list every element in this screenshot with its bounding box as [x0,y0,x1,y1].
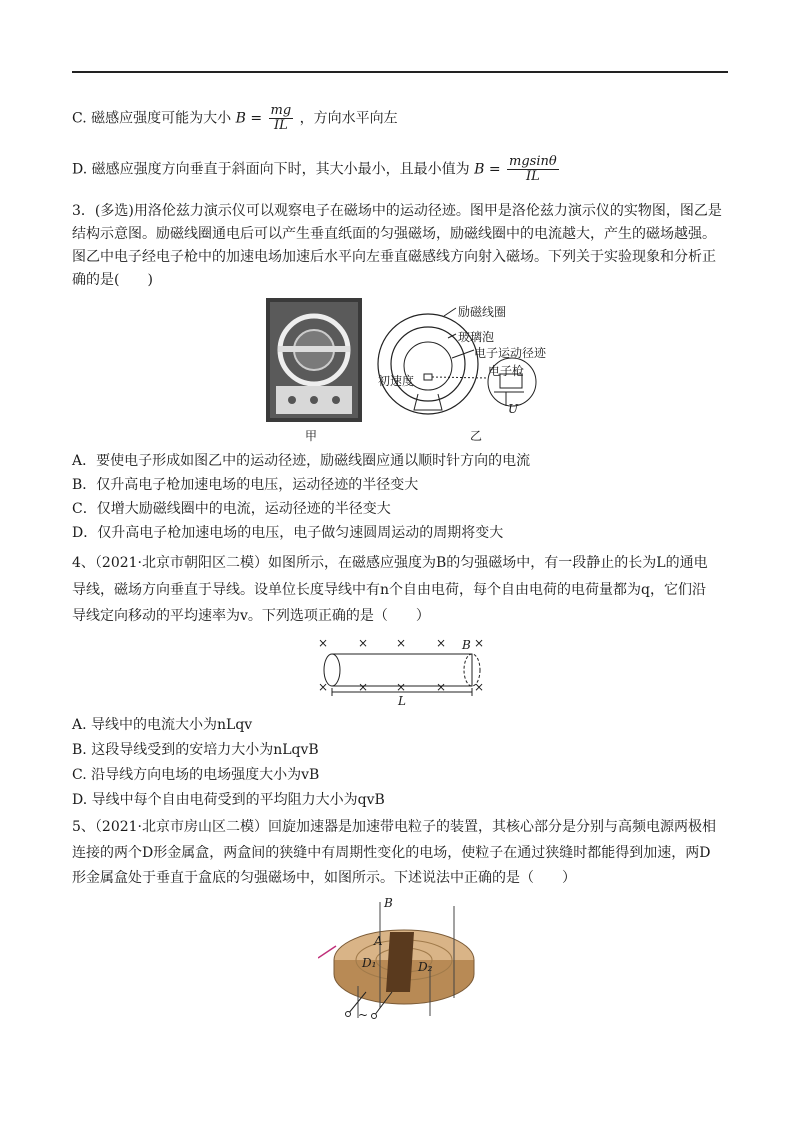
formula-lhs: B = [474,161,501,178]
option-c-prev [72,104,398,133]
q3-line-1: 3．(多选)用洛伦兹力演示仪可以观察电子在磁场中的运动径迹。图甲是洛伦兹力演示仪的实物图，图乙是 [72,203,722,219]
fraction-numerator: mg [270,103,292,118]
formula-lhs: B = [235,110,263,127]
q5-line-2: 连接的两个D形金属盒，两盒间的狭缝中有周期性变化的电场，使粒子在通过狭缝时都能得到加速，两D [72,845,711,861]
q4-option-c: C. 沿导线方向电场的电场强度大小为vB [72,767,320,783]
q3-line-4: 确的是( ) [72,272,153,288]
q3-line-3: 图乙中电子经电子枪中的加速电场加速后水平向左垂直磁感线方向射入磁场。下列关于实验现象和分析正 [72,249,716,265]
q4-option-a: A. 导线中的电流大小为nLqv [72,717,253,733]
fraction-denominator: IL [273,118,288,133]
q5-line-1: 5、（2021·北京市房山区二模）回旋加速器是加速带电粒子的装置，其核心部分是分别与高频电源两极相 [72,819,716,835]
cyclotron-figure [318,896,488,1026]
option-c-suffix: ，方向水平向左 [299,110,398,127]
q4-option-b: B. 这段导线受到的安培力大小为nLqvB [72,742,319,758]
fraction [269,104,294,133]
cross-mark: × [436,680,447,694]
label-d1: D₁ [362,956,377,970]
cross-mark: × [358,680,369,694]
label-bulb: 玻璃泡 [458,330,495,344]
label-gun: 电子枪 [488,364,525,378]
q3-line-2: 结构示意图。励磁线圈通电后可以产生垂直纸面的匀强磁场，励磁线圈中的电流越大，产生的磁场越强。 [72,226,716,242]
fraction-denominator: IL [525,169,540,184]
label-b: B [462,638,471,652]
cross-mark: × [396,680,407,694]
lorentz-device-photo [266,298,362,422]
option-c-text: C. 磁感应强度可能为大小 [72,110,232,127]
q3-option-d: D．仅升高电子枪加速电场的电压，电子做匀速圆周运动的周期将变大 [72,525,504,541]
option-d-text: D. 磁感应强度方向垂直于斜面向下时，其大小最小，且最小值为 [72,161,470,178]
q3-option-c: C．仅增大励磁线圈中的电流，运动径迹的半径变大 [72,501,391,517]
figure-label-yi: 乙 [470,429,483,443]
cross-mark: × [358,636,369,650]
label-l: L [398,694,406,708]
cross-mark: × [474,636,485,650]
cross-mark: × [396,636,407,650]
label-b: B [384,896,393,910]
label-a: A [374,934,383,948]
cross-mark: × [474,680,485,694]
header-rule [72,71,728,73]
figure-label-jia: 甲 [305,429,318,443]
fraction [507,155,559,184]
q4-line-2: 导线，磁场方向垂直于导线。设单位长度导线中有n个自由电荷，每个自由电荷的电荷量都为q，它们沿 [72,582,706,598]
label-track: 电子运动径迹 [474,346,547,360]
q3-option-a: A．要使电子形成如图乙中的运动径迹，励磁线圈应通以顺时针方向的电流 [72,453,531,469]
q4-line-1: 4、（2021·北京市朝阳区二模）如图所示，在磁感应强度为B的匀强磁场中，有一段静止的长为L的通电 [72,555,708,571]
option-d-prev [72,155,561,184]
label-coil: 励磁线圈 [458,305,507,319]
q3-option-b: B．仅升高电子枪加速电场的电压，运动径迹的半径变大 [72,477,419,493]
q5-line-3: 形金属盒处于垂直于盒底的匀强磁场中，如图所示。下述说法中正确的是（ ） [72,870,576,886]
fraction-numerator: mgsinθ [509,154,557,169]
label-voltage: U [508,402,519,416]
cross-mark: × [436,636,447,650]
label-initial-velocity: 初速度 [378,374,415,388]
q4-line-3: 导线定向移动的平均速率为v。下列选项正确的是（ ） [72,608,430,624]
cross-mark: × [318,680,329,694]
cross-mark: × [318,636,329,650]
q4-option-d: D. 导线中每个自由电荷受到的平均阻力大小为qvB [72,792,385,808]
label-d2: D₂ [418,960,433,974]
ac-source-symbol: ~ [358,1008,369,1022]
